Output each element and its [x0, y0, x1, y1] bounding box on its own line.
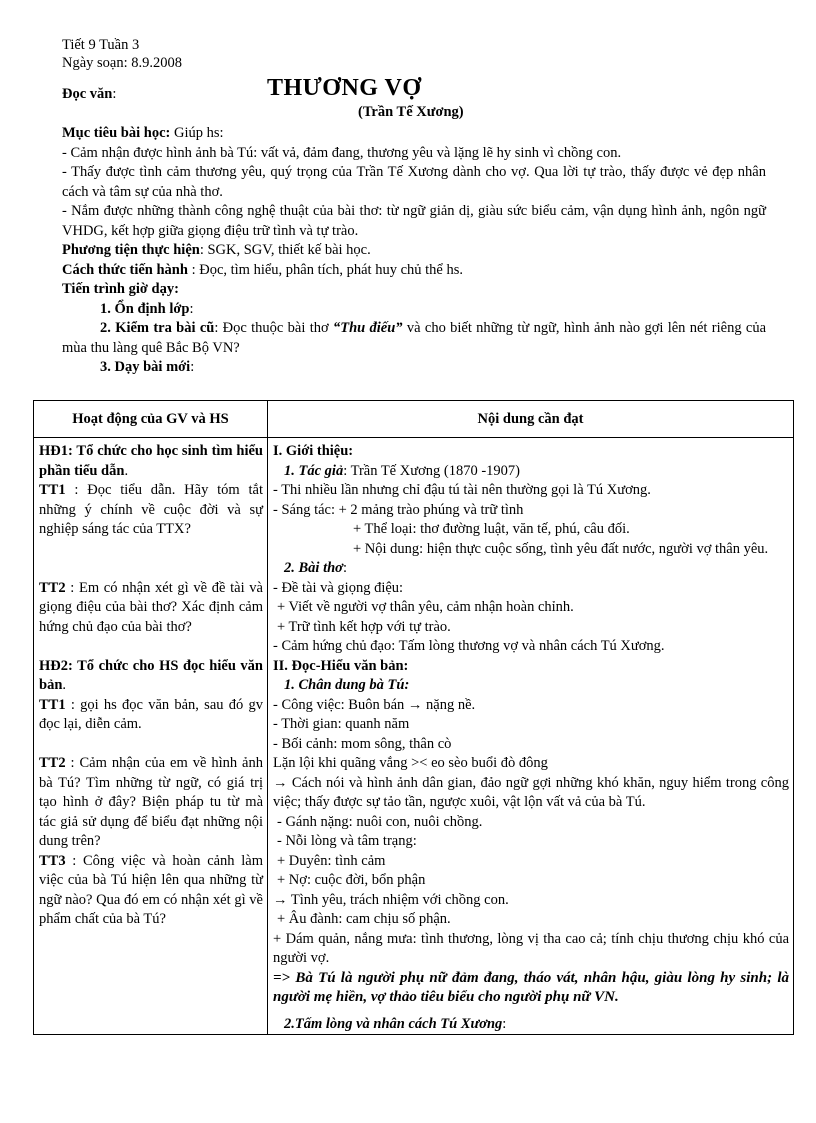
goal-2: - Thấy được tình cảm thương yêu, quý trọng của Trần Tế Xương dành cho vợ. Qua lời tự trào, thấy được vẻ đẹp nhân cách và tâm sự của nhà thơ. — [62, 164, 766, 200]
methods-text: : Đọc, tìm hiểu, phân tích, phát huy chủ thể hs. — [187, 261, 463, 278]
materials-text: : SGK, SGV, thiết kế bài học. — [199, 242, 371, 258]
step-2 — [62, 319, 766, 358]
poem-colon: : — [342, 560, 347, 576]
activity-tt2a — [39, 579, 263, 638]
tt2a-label: TT2 — [39, 579, 66, 596]
page-title: THƯƠNG VỢ — [267, 75, 422, 101]
content-line: + Nợ: cuộc đời, bổn phận — [277, 872, 426, 888]
tt1b-text: : gọi hs đọc văn bản, sau đó gv đọc lại, diễn cảm. — [39, 696, 263, 732]
prepared-date: Ngày soạn: 8.9.2008 — [62, 55, 183, 71]
tt2b-label: TT2 — [39, 755, 66, 771]
personality-label: 2.Tấm lòng và nhân cách Tú Xương — [284, 1015, 503, 1032]
goal-1: - Cảm nhận được hình ảnh bà Tú: vất vả, đảm đang, thương yêu và lặng lẽ hy sinh vì chồng con. — [62, 144, 622, 161]
content-line: - Đề tài và giọng điệu: — [273, 579, 404, 596]
lesson-period: Tiết 9 Tuần 3 — [62, 37, 140, 53]
table-row — [34, 438, 794, 1035]
content-line: - Công việc: Buôn bán → nặng nề. — [273, 696, 476, 713]
activities-cell — [34, 438, 268, 1035]
content-line: + Duyên: tình cảm — [277, 852, 386, 869]
personality-colon: : — [502, 1015, 507, 1032]
activity-tt1b — [39, 696, 263, 735]
content-line: → Tình yêu, trách nhiệm với chồng con. — [273, 891, 509, 908]
content-line: + Âu đành: cam chịu số phận. — [277, 911, 451, 927]
table-header-row — [34, 401, 794, 438]
column-header-activities: Hoạt động của GV và HS — [34, 401, 268, 438]
content-line: + Dám quản, nắng mưa: tình thương, lòng vị tha cao cả; tính chịu thương chịu khó của người vợ. — [273, 930, 789, 966]
lesson-intro — [62, 124, 766, 378]
content-cell — [268, 438, 794, 1035]
materials-label: Phương tiện thực hiện — [62, 242, 200, 258]
content-line: + Thể loại: thơ đường luật, văn tế, phú, câu đối. — [353, 521, 630, 537]
content-line: + Nội dung: hiện thực cuộc sống, tình yêu đất nước, người vợ thân yêu. — [353, 540, 769, 557]
tt2b-text: : Cảm nhận của em về hình ảnh bà Tú? Tìm những từ ngữ, có giá trị tạo hình ở đây? Biện pháp tu từ mà tác giả sử dụng để biểu đạt những nội dung trên? — [39, 755, 263, 849]
tt1a-text: : Đọc tiểu dẫn. Hãy tóm tắt những ý chính về cuộc đời và sự nghiệp sáng tác của TTX? — [39, 482, 263, 537]
step-3-text: : — [190, 359, 195, 375]
content-line: - Bối cảnh: mom sông, thân cò — [273, 735, 452, 752]
step-1 — [62, 300, 766, 320]
author-line — [273, 462, 789, 482]
personality-heading — [273, 1015, 789, 1035]
content-line: - Gánh nặng: nuôi con, nuôi chồng. — [277, 813, 483, 830]
tt1a-label: TT1 — [39, 482, 66, 498]
activity-tt3 — [39, 852, 263, 930]
section-1-text: I. Giới thiệu: — [273, 443, 354, 459]
lesson-header — [62, 36, 182, 72]
step-2-text-a: : Đọc thuộc bài thơ — [214, 320, 333, 336]
step-1-label: 1. Ổn định lớp — [100, 300, 190, 317]
section-1-heading — [273, 442, 789, 462]
conclusion: => Bà Tú là người phụ nữ đảm đang, tháo vát, nhân hậu, giàu lòng hy sinh; là người mẹ hiền, vợ thảo tiêu biểu cho người phụ nữ VN. — [273, 969, 789, 1005]
activity-hd2 — [39, 657, 263, 696]
goal-3: - Nắm được những thành công nghệ thuật của bài thơ: từ ngữ giản dị, giàu sức biểu cảm, vận dụng hình ảnh, ngôn ngữ VHDG, kết hợp giữa giọng điệu trữ tình và tự trào. — [62, 203, 766, 239]
step-2-label: 2. Kiểm tra bài cũ — [100, 320, 215, 336]
content-line: → Cách nói và hình ảnh dân gian, đảo ngữ gợi những khó khăn, nguy hiểm trong công việc; thấy được sự tảo tần, ngược xuôi, vật lộn vất vả của bà Tú. — [273, 774, 789, 810]
portrait-text: 1. Chân dung bà Tú: — [284, 677, 410, 693]
section-2-text: II. Đọc-Hiểu văn bản: — [273, 657, 409, 674]
hd2-label: HĐ2: Tổ chức cho HS đọc hiểu văn bản — [39, 657, 263, 693]
subject-colon: : — [112, 86, 117, 102]
author-label: 1. Tác giả — [284, 462, 344, 479]
objectives-heading — [62, 124, 766, 144]
poem-label: 2. Bài thơ — [284, 560, 343, 576]
activity-tt1a — [39, 481, 263, 540]
content-line: - Sáng tác: + 2 mảng trào phúng và trữ tình — [273, 501, 524, 518]
subject-label — [62, 86, 116, 103]
step-1-text: : — [189, 300, 194, 317]
content-line: - Cảm hứng chủ đạo: Tấm lòng thương vợ và nhân cách Tú Xương. — [273, 638, 665, 654]
content-line: - Thời gian: quanh năm — [273, 716, 410, 732]
methods-label: Cách thức tiến hành — [62, 261, 188, 278]
content-line: Lặn lội khi quãng vắng >< eo sèo buổi đò đông — [273, 755, 548, 771]
section-2-heading — [273, 657, 789, 677]
procedure-heading — [62, 280, 766, 300]
hd2-dot: . — [62, 677, 67, 693]
step-3-label: 3. Dạy bài mới — [100, 359, 191, 375]
poem-title: “Thu điếu” — [332, 320, 403, 336]
activity-hd1 — [39, 442, 263, 481]
portrait-heading — [273, 676, 789, 696]
tt3-text: : Công việc và hoàn cảnh làm việc của bà Tú hiện lên qua những từ ngữ nào? Qua đó em có nhận xét gì về phẩm chất của bà Tú? — [39, 852, 263, 927]
objectives-text: Giúp hs: — [170, 125, 224, 141]
poem-line — [273, 559, 789, 579]
lesson-plan-table — [33, 400, 794, 1035]
tt2a-text: : Em có nhận xét gì về đề tài và giọng điệu của bài thơ? Xác định cảm hứng chủ đạo của bài thơ? — [39, 579, 263, 635]
content-line: - Thi nhiều lần nhưng chỉ đậu tú tài nên thường gọi là Tú Xương. — [273, 482, 651, 498]
author: (Trần Tế Xương) — [358, 104, 464, 120]
hd1-dot: . — [124, 462, 129, 479]
step-2-text-b: và cho biết những từ ngữ, hình ảnh nào gợi lên nét riêng của mùa thu làng quê Bắc Bộ VN? — [62, 320, 767, 356]
subject-text: Đọc văn — [62, 86, 113, 102]
procedure-label: Tiến trình giờ dạy: — [62, 281, 179, 297]
tt3-label: TT3 — [39, 852, 66, 869]
methods — [62, 261, 766, 281]
step-3 — [62, 358, 766, 378]
hd1-label: HĐ1: Tổ chức cho học sinh tìm hiểu phần tiểu dẫn — [39, 443, 263, 479]
author-text: : Trần Tế Xương (1870 -1907) — [343, 462, 520, 479]
content-line: - Nỗi lòng và tâm trạng: — [277, 833, 417, 849]
objectives-label: Mục tiêu bài học: — [62, 125, 171, 141]
column-header-content: Nội dung cần đạt — [268, 401, 794, 438]
content-line: + Trữ tình kết hợp với tự trào. — [277, 618, 451, 635]
activity-tt2b — [39, 754, 263, 852]
content-line: + Viết về người vợ thân yêu, cảm nhận hoàn chỉnh. — [277, 599, 574, 615]
tt1b-label: TT1 — [39, 696, 66, 713]
materials — [62, 241, 766, 261]
